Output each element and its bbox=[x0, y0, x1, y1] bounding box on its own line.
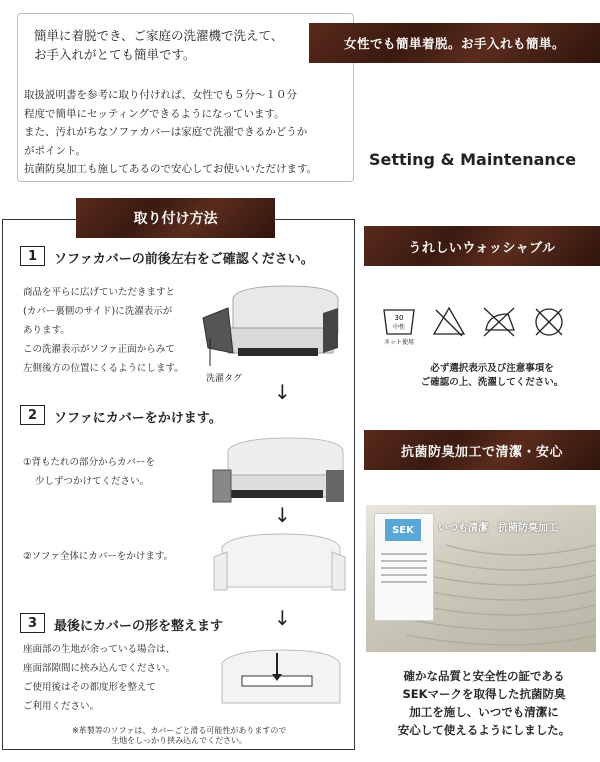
sek-logo: SEK bbox=[385, 519, 421, 541]
caption-line: ご確認の上、洗濯してください。 bbox=[420, 377, 564, 388]
wash-text: 中性 bbox=[392, 324, 406, 331]
intro-body-line: 取扱説明書を参考に取り付ければ、女性でも５分～１０分 bbox=[24, 89, 297, 101]
no-dryclean-icon bbox=[530, 302, 568, 342]
step-number: 1 bbox=[20, 246, 45, 266]
step-number: 2 bbox=[20, 405, 45, 425]
antibac-banner: 抗菌防臭加工で清潔・安心 bbox=[364, 430, 600, 470]
setting-maintenance-title: Setting & Maintenance bbox=[369, 150, 577, 169]
label-line bbox=[381, 560, 427, 562]
step-number: 3 bbox=[20, 613, 45, 633]
washable-banner: うれしいウォッシャブル bbox=[364, 226, 600, 266]
intro-body-line: また、汚れがちなソファカバーは家庭で洗濯できるかどうか bbox=[24, 126, 308, 138]
label-lines bbox=[381, 548, 427, 588]
wash-label: ネット使用 bbox=[383, 339, 415, 346]
label-line bbox=[381, 574, 427, 576]
intro-lead-line: お手入れがとても簡単です。 bbox=[34, 47, 196, 62]
down-arrow-icon: ↓ bbox=[274, 503, 291, 527]
caption-line: 確かな品質と安全性の証である bbox=[403, 669, 565, 683]
intro-body-line: 程度で簡単にセッティングできるようになっています。 bbox=[24, 107, 285, 120]
label-line bbox=[381, 553, 427, 555]
intro-lead-line: 簡単に着脱でき、ご家庭の洗濯機で洗えて、 bbox=[34, 28, 284, 43]
text-line: 商品を平らに広げていただきますと bbox=[23, 287, 176, 298]
text-line: 座面部の生地が余っている場合は、 bbox=[23, 644, 176, 655]
tuck-in-illustration bbox=[212, 648, 347, 710]
intro-body-line: 抗菌防臭加工も施してあるので安心してお使いいただけます。 bbox=[24, 163, 318, 175]
text-line: あります。 bbox=[23, 325, 70, 336]
step2-text-a bbox=[23, 453, 155, 491]
wash-tag-label: 洗濯タグ bbox=[206, 374, 243, 384]
no-iron-icon bbox=[480, 302, 518, 342]
text-line: 左側後方の位置にくるようにします。 bbox=[23, 363, 184, 374]
text-line: 座面部隙間に挟み込んでください。 bbox=[23, 663, 176, 674]
text-line: 少しずつかけてください。 bbox=[35, 476, 150, 487]
text-line: この洗濯表示がソファ正面からみて bbox=[23, 344, 175, 355]
intro-box bbox=[17, 13, 354, 182]
step3-text bbox=[23, 640, 175, 716]
caption-line: SEKマークを取得した抗菌防臭 bbox=[402, 687, 566, 701]
text-line: ①背もたれの部分からカバーを bbox=[23, 457, 156, 468]
photo-overlay-text: いつも清潔 抗菌防臭加工 bbox=[438, 523, 558, 534]
down-arrow-icon: ↓ bbox=[274, 380, 291, 404]
install-title: 取り付け方法 bbox=[76, 198, 275, 238]
sek-label-card bbox=[374, 513, 434, 621]
banner-easy-care: 女性でも簡単着脱。お手入れも簡単。 bbox=[309, 23, 600, 63]
intro-body-line: がポイント。 bbox=[24, 144, 87, 157]
step1-text bbox=[23, 283, 184, 378]
caption-line: 加工を施し、いつでも清潔に bbox=[409, 705, 559, 719]
label-line bbox=[381, 567, 427, 569]
wash-temp: 30 bbox=[394, 314, 404, 322]
no-bleach-icon bbox=[430, 302, 468, 342]
label-line bbox=[381, 581, 427, 583]
washable-caption bbox=[392, 362, 592, 390]
covered-sofa-illustration bbox=[212, 532, 347, 594]
caption-line: 安心して使えるようにしました。 bbox=[397, 723, 571, 737]
sek-caption bbox=[384, 667, 584, 739]
note-line: ※革製等のソファは、カバーごと滑る可能性がありますので bbox=[72, 726, 287, 735]
step-title: ソファカバーの前後左右をご確認ください。 bbox=[54, 252, 314, 267]
intro-lead bbox=[34, 26, 283, 64]
down-arrow-icon: ↓ bbox=[274, 606, 291, 630]
step-title: ソファにカバーをかけます。 bbox=[54, 411, 222, 426]
fabric-photo bbox=[366, 505, 596, 652]
step-title: 最後にカバーの形を整えます bbox=[54, 619, 224, 634]
text-line: ご利用ください。 bbox=[23, 701, 100, 712]
note-line: 生地をしっかり挟み込んでください。 bbox=[111, 736, 248, 745]
caption-line: 必ず選択表示及び注意事項を bbox=[430, 363, 554, 374]
sofa-illustration bbox=[208, 435, 348, 510]
step2-text-b: ②ソファ全体にカバーをかけます。 bbox=[23, 551, 174, 562]
text-line: ご使用後はその都度形を整えて bbox=[23, 682, 157, 693]
text-line: (カバー裏側のサイド)に洗濯表示が bbox=[23, 306, 173, 317]
intro-body bbox=[24, 86, 317, 179]
wash-net-icon bbox=[380, 302, 418, 346]
laundry-icons bbox=[380, 302, 600, 350]
step3-note bbox=[72, 726, 286, 746]
